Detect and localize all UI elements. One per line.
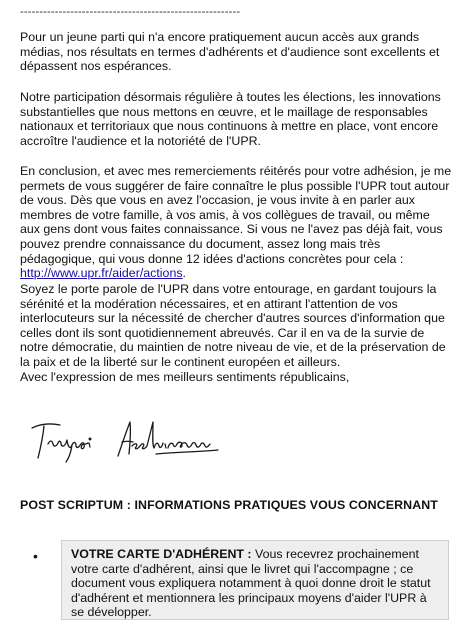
membership-card-box <box>61 540 449 620</box>
paragraph-spokesperson: Soyez le porte parole de l'UPR dans votre entourage, en gardant toujours la sérénité et la modération nécessaires, et en attirant l'attention de vos interlocuteurs sur la nécessité de chercher d'autres sources d'information que celles dont ils sont quotidiennement abreuvés. Car il en va de la survie de notre démocratie, du maintien de notre niveau de vie, et de la préservation de la paix et de la liberté sur le continent européen et ailleurs. <box>20 282 446 369</box>
signature-drawing <box>26 414 226 466</box>
paragraph-closing: Avec l'expression de mes meilleurs sentiments républicains, <box>20 370 350 384</box>
membership-card-text: Vous recevrez prochainement votre carte d'adhérent, ainsi que le livret qui l'accompagne ; ce document vous expliquera notamment à quoi donne droit le statut d'adhérent et mentionnera les principaux moyens d'aider l'UPR à se développer. <box>71 547 431 620</box>
separator-line: --------------------------------------------------------- <box>20 6 241 18</box>
paragraph-conclusion-text: En conclusion, et avec mes remerciements réitérés pour votre adhésion, je me permets de vous suggérer de faire connaître le plus possible l'UPR tout autour de vous. Dès que vous en avez l'occasion, je vous invite à en parler aux membres de votre famille, à vos amis, à vos collègues de travail, ou même aux gens dont vous faites connaissance. Si vous ne l'avez pas déjà fait, vous pouvez prendre connaissance du document, assez long mais très pédagogique, qui vous donne 12 idées d'actions concrètes pour cela : <box>20 164 452 266</box>
link-period: . <box>182 266 186 281</box>
membership-card-title: VOTRE CARTE D'ADHÉRENT : <box>71 547 252 561</box>
actions-link[interactable]: http://www.upr.fr/aider/actions <box>20 266 183 281</box>
post-scriptum-heading: POST SCRIPTUM : INFORMATIONS PRATIQUES VOUS CONCERNANT <box>20 498 438 512</box>
paragraph-conclusion <box>20 164 452 281</box>
handwritten-signature <box>26 414 226 466</box>
paragraph-participation: Notre participation désormais régulière à toutes les élections, les innovations substantielles que nous mettons en œuvre, et le maillage de responsables nationaux et territoriaux que nous continuons à mettre en place, vont encore accroître l'audience et la notoriété de l'UPR. <box>20 90 441 148</box>
bullet-marker: • <box>33 548 38 564</box>
paragraph-results: Pour un jeune parti qui n'a encore pratiquement aucun accès aux grands médias, nos résultats en termes d'adhérents et d'audience sont excellents et dépassent nos espérances. <box>20 30 440 74</box>
